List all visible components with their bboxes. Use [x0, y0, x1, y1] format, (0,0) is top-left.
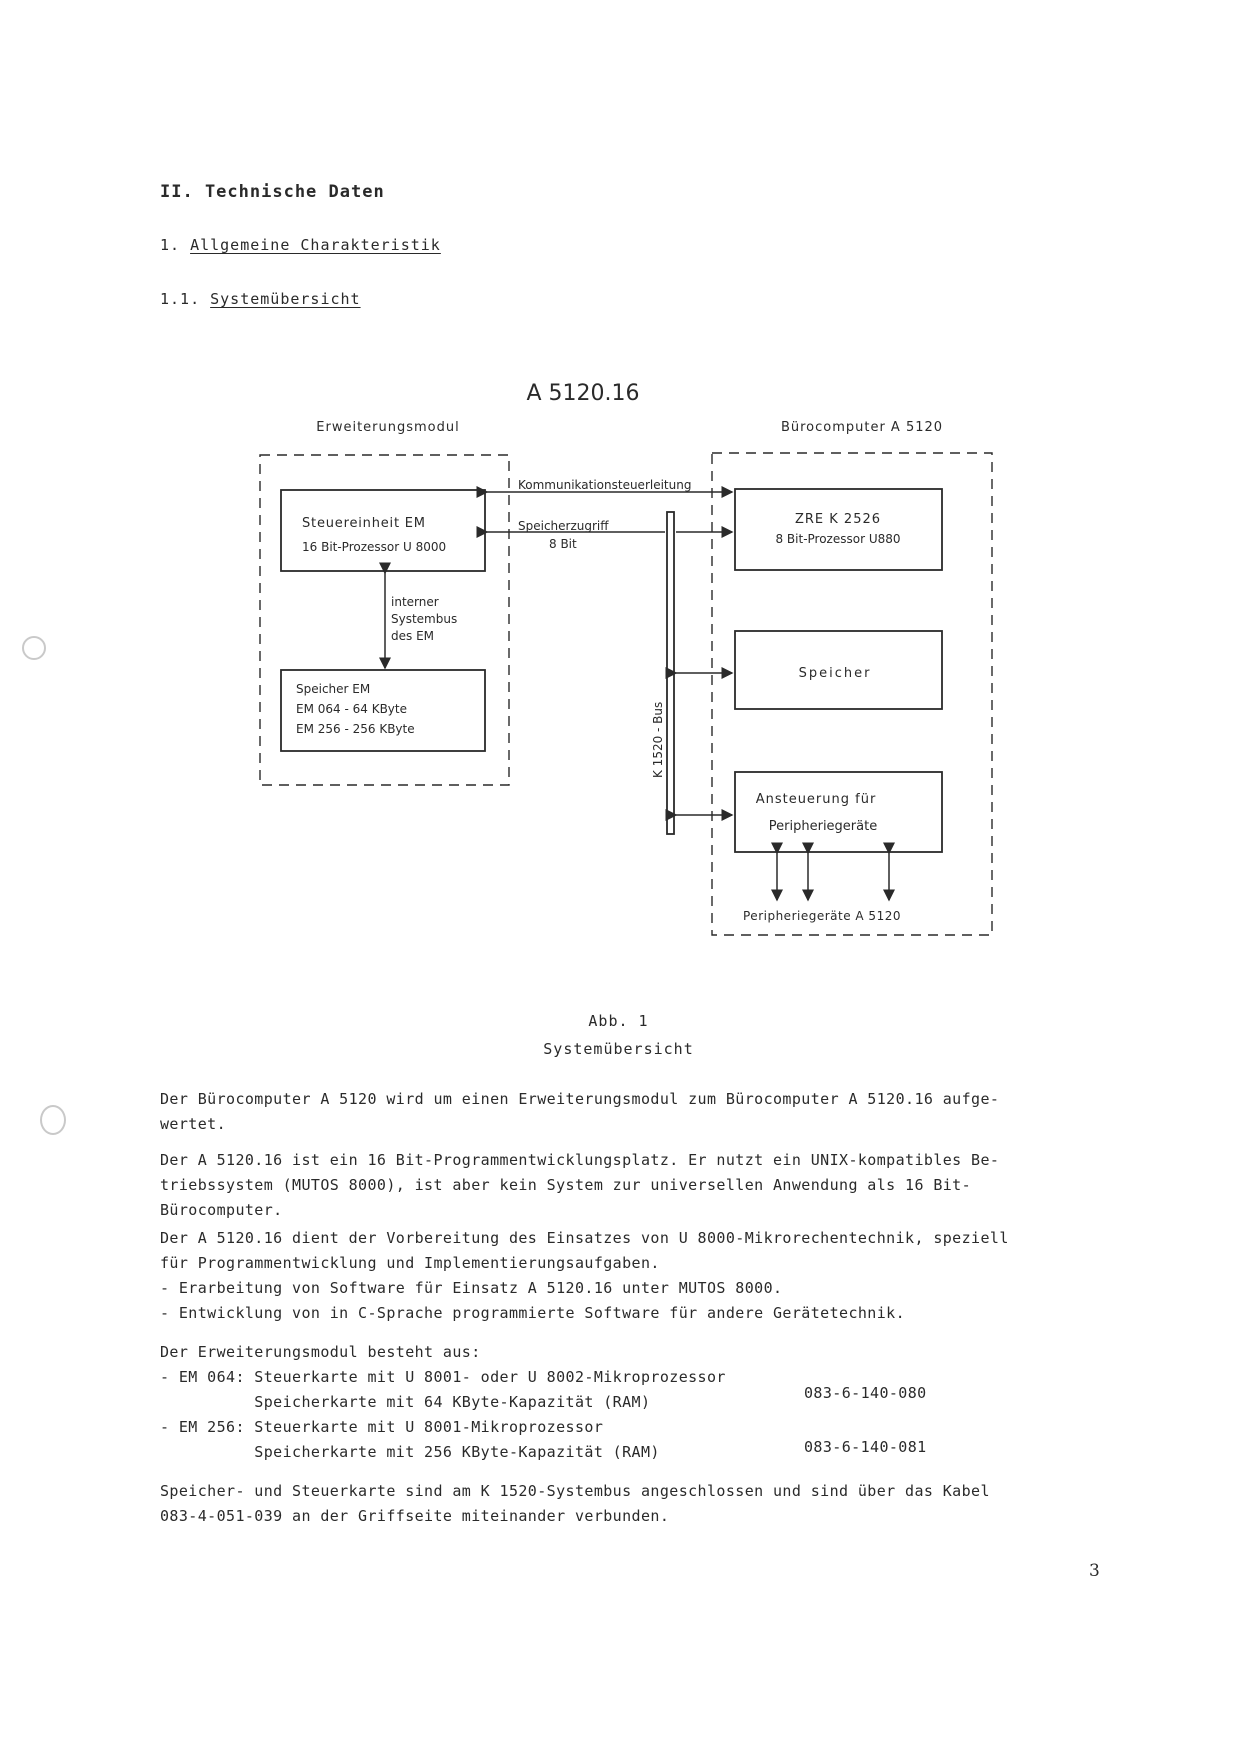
- zre-processor: 8 Bit-Prozessor U880: [775, 532, 901, 546]
- paragraph-platform: Der A 5120.16 ist ein 16 Bit-Programmentwicklungsplatz. Er nutzt ein UNIX-kompatibles Be- triebssystem (MUTOS 8000), ist aber kein System zur universellen Anwendung als 16 Bit- Bürocomputer.: [160, 1151, 1000, 1219]
- paragraph-connection: Speicher- und Steuerkarte sind am K 1520-Systembus angeschlossen und sind über das Kabel 083-4-051-039 an der Griffseite miteinander verbunden.: [160, 1482, 990, 1525]
- part-number-em256: 083-6-140-081: [804, 1438, 927, 1456]
- zre-box: [735, 489, 942, 570]
- figure-caption: Systemübersicht: [543, 1040, 694, 1058]
- diagram-title: A 5120.16: [526, 381, 640, 406]
- left-group-label: Erweiterungsmodul: [316, 420, 460, 435]
- speicher-label: Speicher: [798, 666, 872, 681]
- systembus-label-3: des EM: [391, 629, 435, 643]
- ansteuerung-box: [735, 772, 942, 852]
- section-number: 1.1.: [160, 290, 201, 308]
- paragraph-intro: Der Bürocomputer A 5120 wird um einen Erweiterungsmodul zum Bürocomputer A 5120.16 aufge- wertet.: [160, 1090, 1000, 1133]
- punch-hole-mark: [40, 1105, 66, 1135]
- paragraph-components: Der Erweiterungsmodul besteht aus: - EM 064: Steuerkarte mit U 8001- oder U 8002-Mikroprozessor Speicherkarte mit 64 KByte-Kapazität (RAM) - EM 256: Steuerkarte mit U 8001-Mikroprozessor Speicherkarte mit 256 KByte-Kapazität (RAM): [160, 1343, 726, 1461]
- part-number-em064: 083-6-140-080: [804, 1384, 927, 1402]
- speicher-em-064: EM 064 - 64 KByte: [296, 702, 407, 716]
- ansteuerung-label: Ansteuerung für: [755, 792, 877, 807]
- peripherie-a5120-label: Peripheriegeräte A 5120: [743, 909, 901, 923]
- section-title: Systemübersicht: [210, 290, 361, 308]
- speicher-em-256: EM 256 - 256 KByte: [296, 722, 415, 736]
- speicherzugriff-label: Speicherzugriff: [518, 519, 609, 533]
- peripheriegeraete-label: Peripheriegeräte: [768, 819, 878, 834]
- systembus-label-1: interner: [391, 595, 439, 609]
- figure-number: Abb. 1: [588, 1012, 649, 1030]
- section-number: 1.: [160, 236, 181, 254]
- k1520-bus-bar: [667, 512, 674, 834]
- speicherzugriff-bits: 8 Bit: [549, 537, 577, 551]
- section-heading: II. Technische Daten: [160, 182, 385, 202]
- section-title: Allgemeine Charakteristik: [190, 236, 441, 254]
- systembus-label-2: Systembus: [391, 612, 458, 626]
- k1520-bus-label: K 1520 - Bus: [651, 701, 665, 778]
- speicher-em-label: Speicher EM: [296, 682, 371, 696]
- page-number: 3: [1089, 1561, 1100, 1581]
- steuereinheit-label: Steuereinheit EM: [302, 516, 426, 531]
- kommunikation-label: Kommunikationsteuerleitung: [518, 478, 692, 492]
- punch-hole-mark: [22, 636, 46, 660]
- paragraph-purpose: Der A 5120.16 dient der Vorbereitung des Einsatzes von U 8000-Mikrorechentechnik, speziell für Programmentwicklung und Implementierungsaufgaben. - Erarbeitung von Software für Einsatz A 5120.16 unter MUTOS 8000. - Entwicklung von in C-Sprache programmierte Software für andere Gerätetechnik.: [160, 1229, 1009, 1322]
- zre-label: ZRE K 2526: [794, 512, 882, 527]
- right-group-label: Bürocomputer A 5120: [780, 420, 944, 435]
- steuereinheit-processor: 16 Bit-Prozessor U 8000: [302, 540, 447, 554]
